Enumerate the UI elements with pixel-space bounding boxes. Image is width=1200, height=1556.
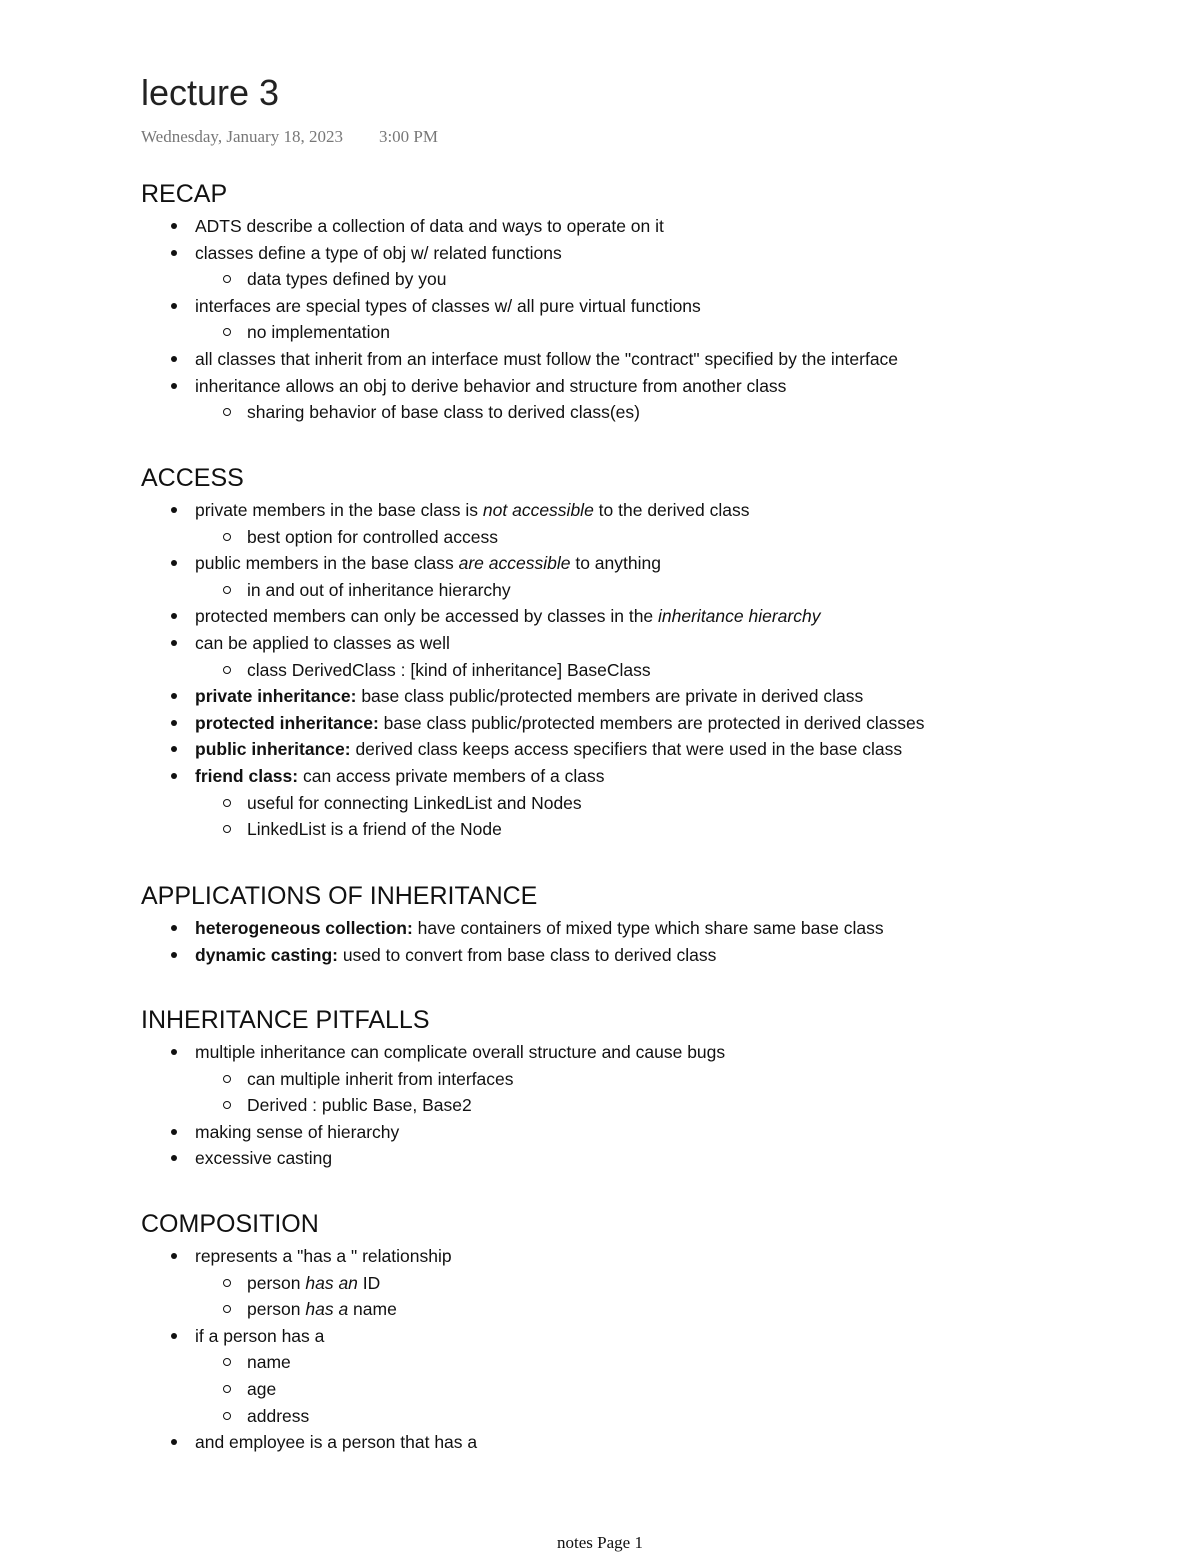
list-item: and employee is a person that has a xyxy=(141,1429,477,1456)
page-date: Wednesday, January 18, 2023 xyxy=(141,127,343,146)
sub-list-item: address xyxy=(141,1403,477,1430)
sub-list-item: in and out of inheritance hierarchy xyxy=(141,577,924,604)
text: ID xyxy=(357,1272,381,1293)
list-item: multiple inheritance can complicate overall structure and cause bugs xyxy=(141,1039,725,1066)
list-item xyxy=(141,736,924,763)
list-item xyxy=(141,683,924,710)
text: private members in the base class is xyxy=(195,500,483,520)
list-item xyxy=(141,942,884,969)
text: protected members can only be accessed by classes in the xyxy=(195,606,659,627)
recap-list xyxy=(141,213,898,426)
composition-list xyxy=(141,1243,477,1456)
applications-list xyxy=(141,915,884,968)
list-item: can be applied to classes as well xyxy=(141,630,924,657)
sub-list-item: class DerivedClass : [kind of inheritance] BaseClass xyxy=(141,657,924,684)
page-title: lecture 3 xyxy=(141,72,280,113)
text: public members in the base class xyxy=(195,553,459,574)
text: base class public/protected members are private in derived class xyxy=(356,686,864,707)
section-heading-applications: APPLICATIONS OF INHERITANCE xyxy=(141,882,538,910)
access-list xyxy=(141,497,924,843)
list-item xyxy=(141,603,924,630)
list-item: classes define a type of obj w/ related functions xyxy=(141,240,898,267)
list-item xyxy=(141,710,924,737)
list-item: if a person has a xyxy=(141,1323,477,1350)
section-heading-composition: COMPOSITION xyxy=(141,1210,319,1238)
list-item xyxy=(141,497,924,524)
list-item: interfaces are special types of classes w/ all pure virtual functions xyxy=(141,293,898,320)
sub-list-item: can multiple inherit from interfaces xyxy=(141,1066,725,1093)
section-heading-pitfalls: INHERITANCE PITFALLS xyxy=(141,1006,430,1034)
emphasis-text: are accessible xyxy=(458,553,571,574)
list-item: represents a "has a " relationship xyxy=(141,1243,477,1270)
bold-term: protected inheritance: xyxy=(195,712,379,733)
text: base class public/protected members are protected in derived classes xyxy=(378,712,925,733)
text: person xyxy=(247,1272,306,1293)
sub-list-item: best option for controlled access xyxy=(141,524,924,551)
sub-list-item: no implementation xyxy=(141,319,898,346)
text: have containers of mixed type which share same base class xyxy=(412,918,884,938)
text: can access private members of a class xyxy=(298,765,605,786)
sub-list-item: name xyxy=(141,1349,477,1376)
sub-list-item: Derived : public Base, Base2 xyxy=(141,1092,725,1119)
section-heading-access: ACCESS xyxy=(141,464,244,492)
bold-term: dynamic casting: xyxy=(195,944,338,965)
sub-list-item: age xyxy=(141,1376,477,1403)
text: used to convert from base class to derived class xyxy=(337,944,717,965)
bold-term: private inheritance: xyxy=(195,686,357,707)
list-item: excessive casting xyxy=(141,1145,725,1172)
page-footer: notes Page 1 xyxy=(557,1533,643,1552)
emphasis-text: not accessible xyxy=(482,500,594,520)
list-item: ADTS describe a collection of data and ways to operate on it xyxy=(141,213,898,240)
text: name xyxy=(348,1299,397,1320)
text: derived class keeps access specifiers that were used in the base class xyxy=(350,739,903,760)
page-timestamp xyxy=(141,127,438,147)
sub-list-item xyxy=(141,1296,477,1323)
sub-list-item: LinkedList is a friend of the Node xyxy=(141,816,924,843)
bold-term: public inheritance: xyxy=(195,739,351,760)
text: person xyxy=(247,1299,306,1320)
sub-list-item: data types defined by you xyxy=(141,266,898,293)
emphasis-text: inheritance hierarchy xyxy=(658,606,821,627)
bold-term: friend class: xyxy=(195,765,299,786)
emphasis-text: has a xyxy=(305,1299,349,1320)
list-item xyxy=(141,915,884,942)
list-item: all classes that inherit from an interface must follow the "contract" specified by the interface xyxy=(141,346,898,373)
sub-list-item: useful for connecting LinkedList and Nodes xyxy=(141,790,924,817)
section-heading-recap: RECAP xyxy=(141,180,228,208)
list-item: making sense of hierarchy xyxy=(141,1119,725,1146)
emphasis-text: has an xyxy=(305,1272,358,1293)
pitfalls-list xyxy=(141,1039,725,1172)
list-item: inheritance allows an obj to derive behavior and structure from another class xyxy=(141,373,898,400)
bold-term: heterogeneous collection: xyxy=(195,918,413,938)
sub-list-item: sharing behavior of base class to derived class(es) xyxy=(141,399,898,426)
list-item xyxy=(141,763,924,790)
page-time: 3:00 PM xyxy=(378,127,438,146)
list-item xyxy=(141,550,924,577)
text: to the derived class xyxy=(593,500,750,520)
text: to anything xyxy=(570,553,661,574)
sub-list-item xyxy=(141,1270,477,1297)
